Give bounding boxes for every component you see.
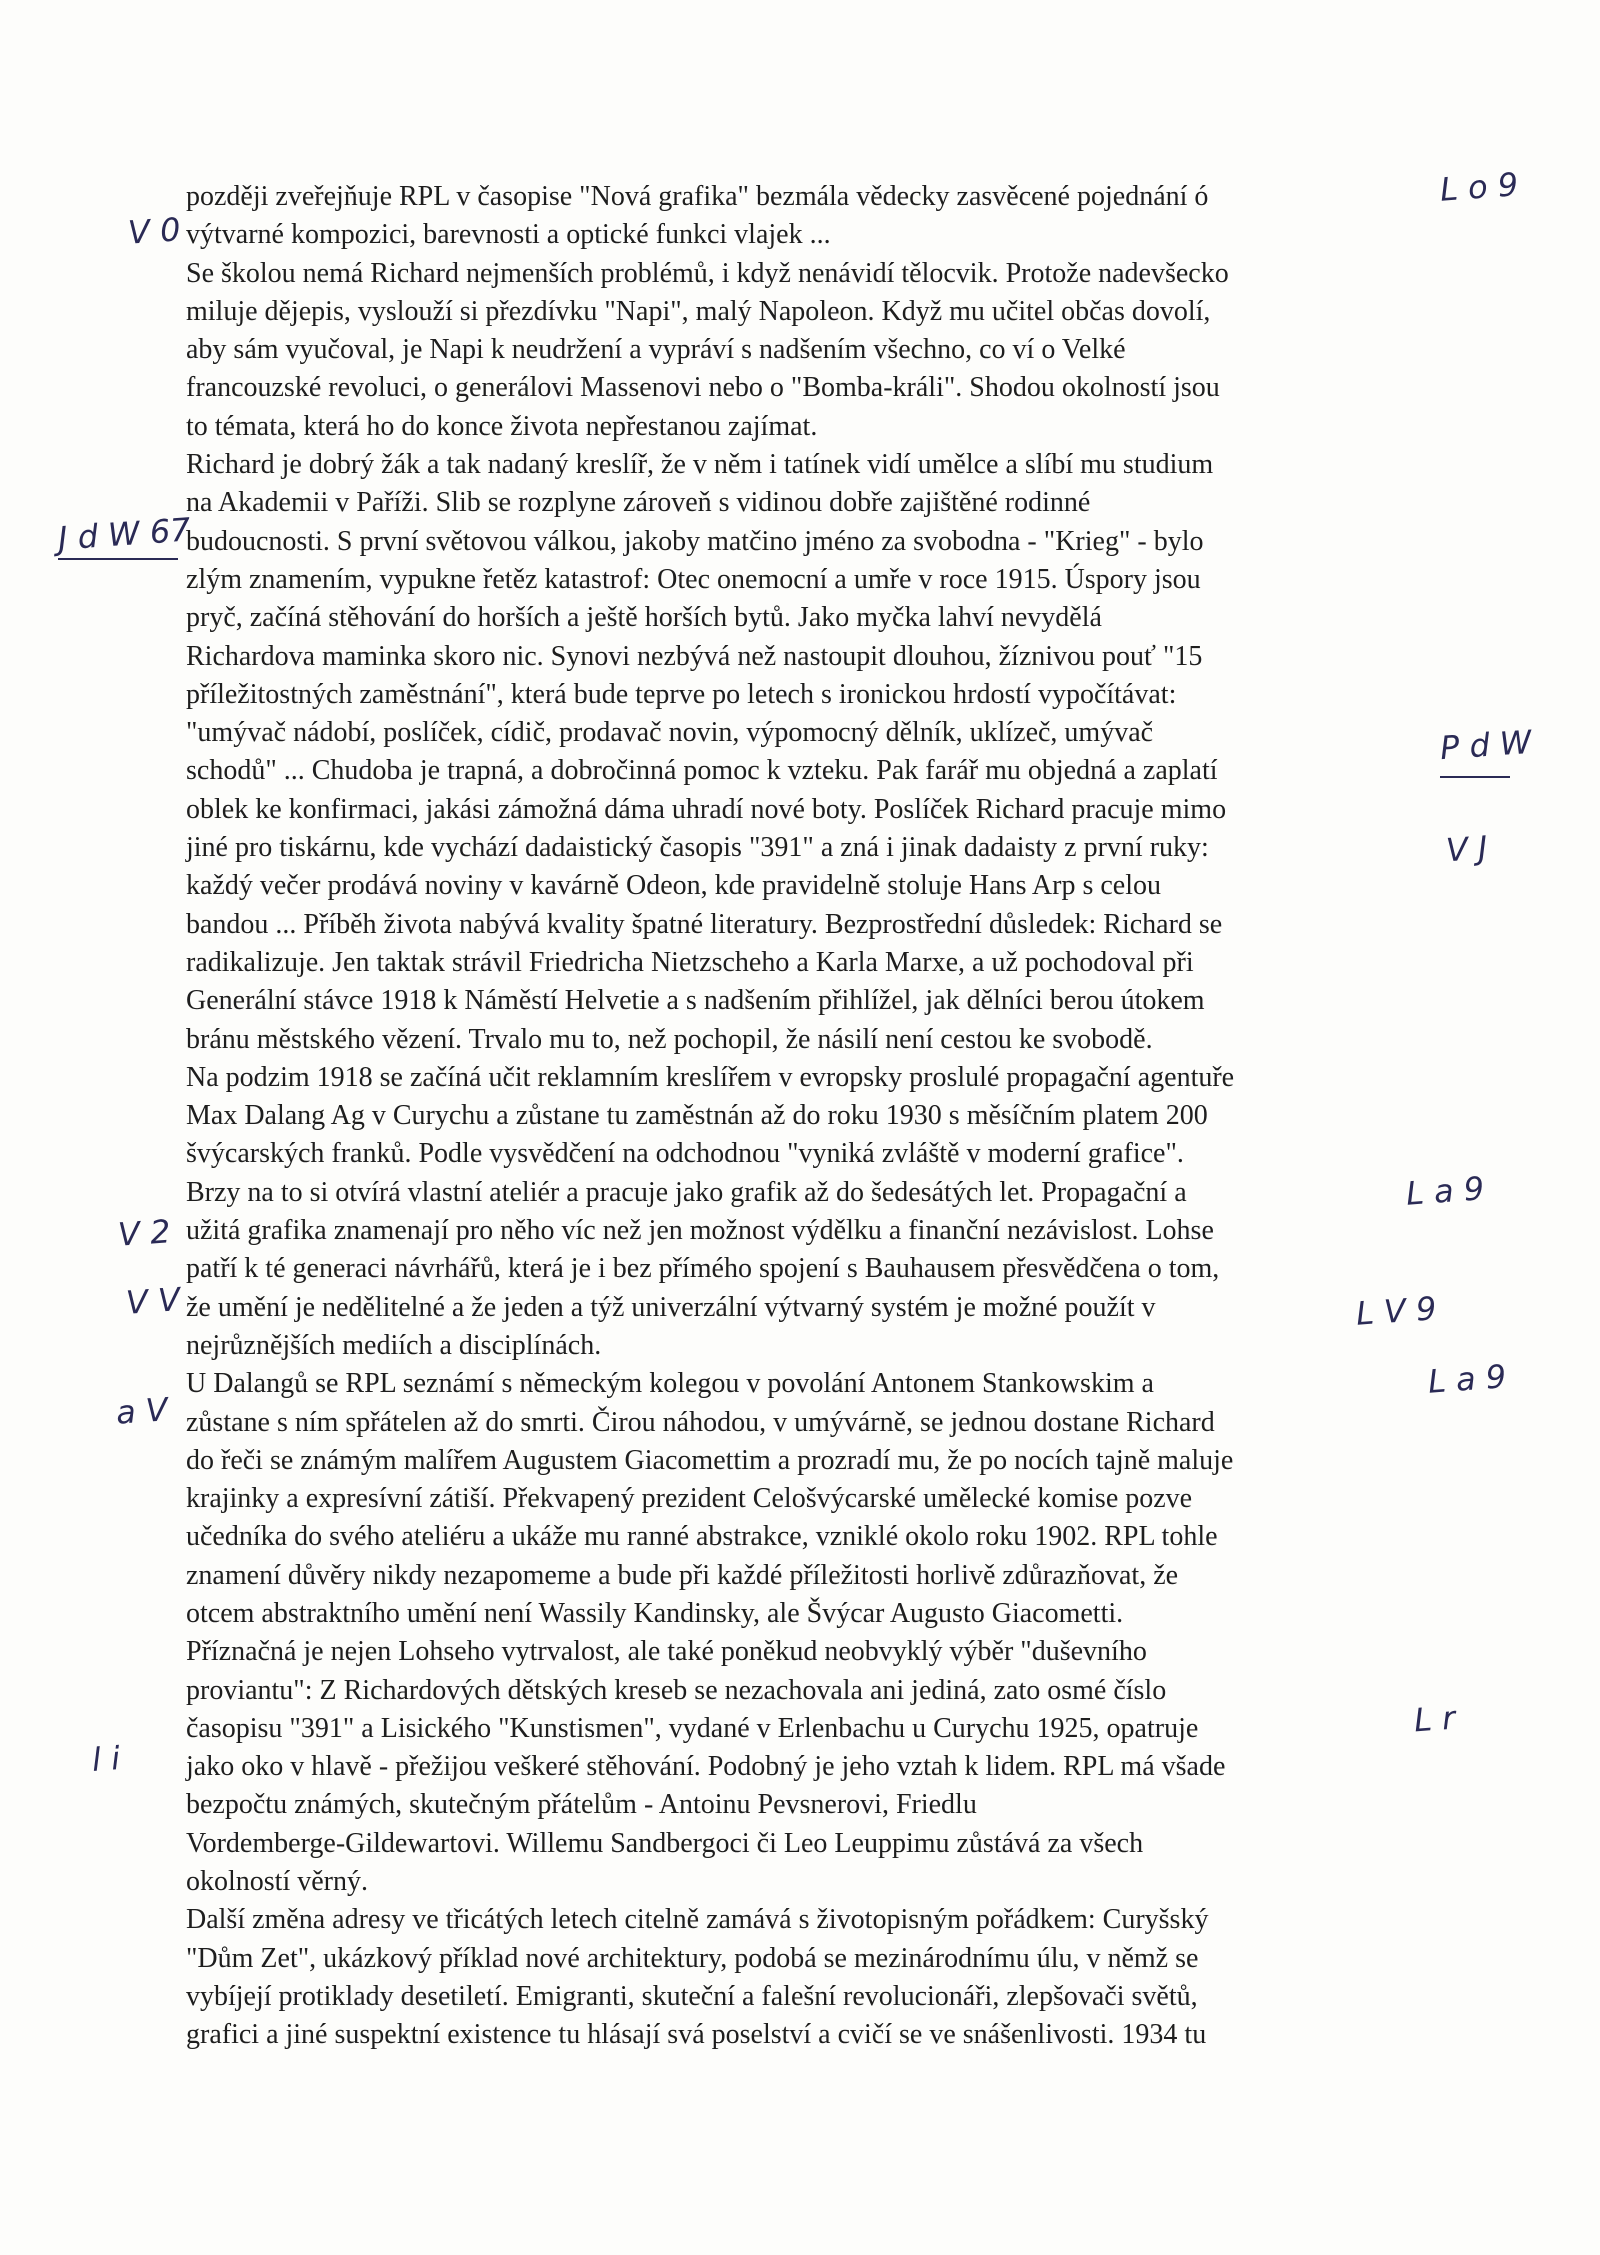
margin-underline-left-line-10 — [58, 558, 178, 560]
text-line: znamení důvěry nikdy nezapomeme a bude při každé příležitosti horlivě zdůrazňovat, že — [186, 1559, 1179, 1591]
text-line: bezpočtu známých, skutečným přátelům - Antoinu Pevsnerovi, Friedlu — [186, 1789, 977, 1821]
text-line: radikalizuje. Jen taktak strávil Friedricha Nietzscheho a Karla Marxe, a už pochodoval při — [186, 946, 1194, 978]
text-line: "umývač nádobí, poslíček, cídič, prodavač novin, výpomocný dělník, uklízeč, umývač — [186, 717, 1154, 749]
margin-note-right-line-32: L a 9 — [1426, 1357, 1508, 1401]
text-line: vybíjejí protiklady desetiletí. Emigranti, skuteční a falešní revolucionáři, zlepšovači světů, — [186, 1980, 1198, 2012]
text-line: později zveřejňuje RPL v časopise "Nová grafika" bezmála vědecky zasvěcené pojednání ó — [186, 181, 1209, 212]
text-line: Max Dalang Ag v Curychu a zůstane tu zaměstnán až do roku 1930 s měsíčním platem 200 — [186, 1100, 1208, 1132]
text-line: oblek ke konfirmaci, jakási zámožná dáma uhradí nové boty. Poslíček Richard pracuje mimo — [186, 793, 1227, 825]
margin-note-left-line-33: a V — [114, 1390, 169, 1432]
margin-note-right-line-42: L r — [1412, 1698, 1457, 1740]
text-line: aby sám vyučoval, je Napi k neudržení a vypráví s nadšením všechno, co ví o Velké — [186, 334, 1126, 366]
text-line: U Dalangů se RPL seznámí s německým kolegou v povolání Antonem Stankowskim a — [186, 1368, 1154, 1400]
text-line: pryč, začíná stěhování do horších a ještě horších bytů. Jako myčka lahví nevydělá — [186, 602, 1102, 634]
text-line: Richard je dobrý žák a tak nadaný kreslíř, že v něm i tatínek vidí umělce a slíbí mu studium — [186, 449, 1214, 481]
margin-note-right-line-16: P d W — [1438, 722, 1533, 768]
text-line: Richardova maminka skoro nic. Synovi nezbývá než nastoupit dlouhou, žíznivou pouť "15 — [186, 640, 1203, 672]
margin-note-right-line-1: L o 9 — [1438, 165, 1520, 209]
text-line: švýcarských franků. Podle vysvědčení na odchodnou "vyniká zvláště v moderní grafice". — [186, 1138, 1184, 1170]
text-line: na Akademii v Paříži. Slib se rozplyne zároveň s vidinou dobře zajištěné rodinné — [186, 487, 1091, 519]
text-line: proviantu": Z Richardových dětských kreseb se nezachovala ani jediná, zato osmé číslo — [186, 1674, 1167, 1706]
text-line: výtvarné kompozici, barevnosti a optické funkci vlajek ... — [186, 219, 831, 251]
text-line: budoucnosti. S první světovou válkou, jakoby matčino jméno za svobodna - "Krieg" - bylo — [186, 525, 1204, 557]
margin-note-right-line-27: L a 9 — [1404, 1169, 1486, 1213]
margin-note-right-line-18: V J — [1444, 828, 1489, 870]
text-line: okolností věrný. — [186, 1866, 368, 1898]
text-line: jiné pro tiskárnu, kde vychází dadaistický časopis "391" a zná i jinak dadaisty z první ruky: — [186, 832, 1209, 864]
margin-note-left-line-30: V V — [124, 1280, 182, 1322]
text-line: Se školou nemá Richard nejmenších problémů, i když nenávidí tělocvik. Protože nadevšecko — [186, 257, 1229, 289]
text-line: užitá grafika znamenají pro něho víc než jen možnost výdělku a finanční nezávislost. Lohse — [186, 1215, 1214, 1247]
text-line: schodů" ... Chudoba je trapná, a dobročinná pomoc k vzteku. Pak farář mu objedná a zaplatí — [186, 755, 1218, 787]
text-line: bránu městského vězení. Trvalo mu to, než pochopil, že násilí není cestou ke svobodě. — [186, 1023, 1153, 1055]
document-body — [186, 178, 1436, 2055]
margin-note-left-line-43: l i — [90, 1739, 122, 1779]
text-line: jako oko v hlavě - přežijou veškeré stěhování. Podobný je jeho vztah k lidem. RPL má všade — [186, 1751, 1226, 1783]
text-line: to témata, která ho do konce života nepřestanou zajímat. — [186, 410, 818, 442]
text-line: krajinky a expresívní zátiší. Překvapený prezident Celošvýcarské umělecké komise pozve — [186, 1483, 1193, 1515]
text-line: zůstane s ním spřátelen až do smrti. Čirou náhodou, v umývárně, se jednou dostane Richard — [186, 1406, 1215, 1438]
text-line: že umění je nedělitelné a že jeden a týž univerzální výtvarný systém je možné použít v — [186, 1291, 1156, 1323]
text-line: nejrůznějších mediích a disciplínách. — [186, 1329, 602, 1361]
text-line: Další změna adresy ve třicátých letech citelně zamává s životopisným pořádkem: Curyšský — [186, 1904, 1209, 1936]
text-line: časopisu "391" a Lisického "Kunstismen", vydané v Erlenbachu u Curychu 1925, opatruje — [186, 1712, 1199, 1744]
text-line: do řeči se známým malířem Augustem Giacomettim a prozradí mu, že po nocích tajně maluje — [186, 1444, 1234, 1476]
margin-note-right-line-30: L V 9 — [1354, 1289, 1438, 1333]
text-line: Generální stávce 1918 k Náměstí Helvetie a s nadšením přihlížel, jak dělníci berou útokem — [186, 985, 1205, 1017]
text-line: otcem abstraktního umění není Wassily Kandinsky, ale Švýcar Augusto Giacometti. — [186, 1597, 1124, 1629]
margin-underline-right-line-16 — [1440, 776, 1510, 778]
text-line: Příznačná je nejen Lohseho vytrvalost, ale také poněkud neobvyklý výběr "duševního — [186, 1636, 1147, 1668]
text-line: Vordemberge-Gildewartovi. Willemu Sandbergoci či Leo Leuppimu zůstává za všech — [186, 1827, 1144, 1859]
text-line: každý večer prodává noviny v kavárně Odeon, kde pravidelně stoluje Hans Arp s celou — [186, 870, 1162, 902]
text-line: bandou ... Příběh života nabývá kvality špatné literatury. Bezprostřední důsledek: Richard se — [186, 908, 1223, 940]
text-line: Brzy na to si otvírá vlastní ateliér a pracuje jako grafik až do šedesátých let. Propagační a — [186, 1176, 1187, 1208]
text-line: miluje dějepis, vyslouží si přezdívku "Napi", malý Napoleon. Když mu učitel občas dovolí, — [186, 295, 1211, 327]
text-line: učedníka do svého ateliéru a ukáže mu ranné abstrakce, vzniklé okolo roku 1902. RPL tohle — [186, 1521, 1218, 1553]
text-line: zlým znamením, vypukne řetěz katastrof: Otec onemocní a umře v roce 1915. Úspory jsou — [186, 563, 1201, 595]
text-line: patří k té generaci návrhářů, která je i bez přímého spojení s Bauhausem přesvědčena o tom, — [186, 1253, 1220, 1285]
margin-note-left-line-10: J d W 67 — [56, 510, 192, 558]
text-line: francouzské revoluci, o generálovi Massenovi nebo o "Bomba-králi". Shodou okolností jsou — [186, 372, 1220, 404]
margin-note-left-line-2: V 0 — [126, 210, 182, 252]
text-line: grafici a jiné suspektní existence tu hlásají svá poselství a cvičí se ve snášenlivosti. 1934 tu — [186, 2019, 1207, 2051]
text-line: příležitostných zaměstnání", která bude teprve po letech s ironickou hrdostí vypočítávat: — [186, 678, 1177, 710]
text-line: Na podzim 1918 se začíná učit reklamním kreslířem v evropsky proslulé propagační agentuře — [186, 1061, 1235, 1093]
margin-note-left-line-28: V 2 — [116, 1212, 172, 1254]
text-line: "Dům Zet", ukázkový příklad nové architektury, podobá se mezinárodnímu úlu, v němž se — [186, 1942, 1199, 1974]
